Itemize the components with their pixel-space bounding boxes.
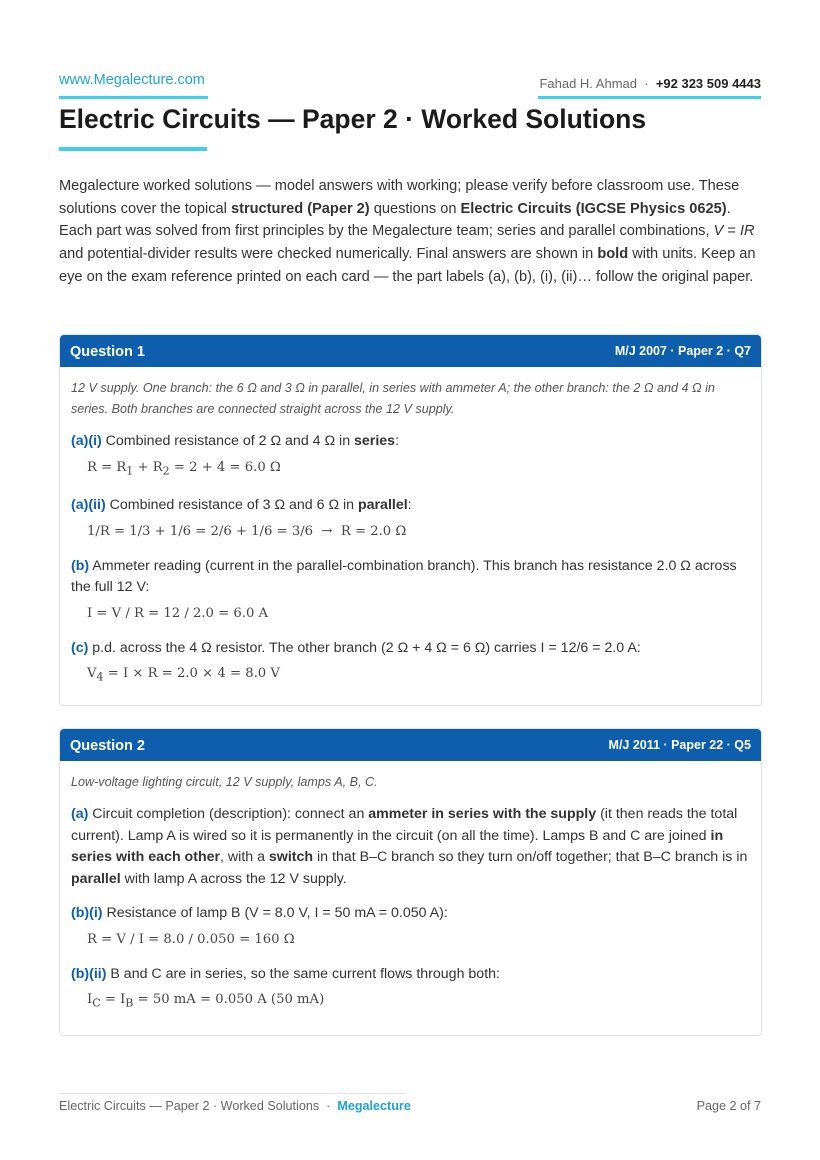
page-number: Page 2 of 7 xyxy=(696,1099,761,1113)
math-text: = I xyxy=(100,992,126,1007)
part-label: (a)(ii) xyxy=(71,497,106,514)
math-line: I = V / R = 12 / 2.0 = 6.0 A xyxy=(87,605,269,621)
intro-bold: structured (Paper 2) xyxy=(230,200,370,217)
math-sub: B xyxy=(125,996,134,1010)
question-title: Question 2 xyxy=(70,738,145,754)
math-text: V xyxy=(87,666,97,682)
intro-italic: V xyxy=(713,223,724,240)
exam-reference: M/J 2007 · Paper 2 · Q7 xyxy=(614,344,751,358)
math-text: = 2 + 4 = 6.0 Ω xyxy=(169,459,281,475)
part-text: Resistance of lamp B (V = 8.0 V, I = 50 mA = 0.050 A): xyxy=(102,905,448,921)
author-name: Fahad H. Ahmad xyxy=(539,76,637,91)
math-text: = I × R = 2.0 × 4 = 8.0 V xyxy=(103,666,280,682)
part-a-ii xyxy=(71,495,750,517)
part-bold: parallel xyxy=(357,497,408,514)
exam-reference: M/J 2011 · Paper 22 · Q5 xyxy=(608,738,751,752)
part-text: B and C are in series, so the same current flows through both: xyxy=(106,965,500,982)
math-text: I xyxy=(87,992,93,1007)
intro-text: with units. Keep an eye on the exam reference printed on each card — the part labels (a), (b), (i), (ii)… follow the original paper. xyxy=(59,246,756,285)
math-line xyxy=(87,458,750,482)
part-label: (c) xyxy=(71,639,89,656)
math-line: R = V / I = 8.0 / 0.050 = 160 Ω xyxy=(87,931,295,947)
part-bold: in series with each other xyxy=(71,827,724,865)
intro-text: . Each part was solved from first principles by the Megalecture team; series and parallel combinations, xyxy=(59,200,731,240)
site-link[interactable]: www.Megalecture.com xyxy=(59,72,205,88)
contact-underline xyxy=(538,96,761,99)
math-line xyxy=(87,990,750,1014)
part-label: (b) xyxy=(71,557,90,574)
contact-info xyxy=(539,76,761,91)
part-text: Ammeter reading (current in the parallel-combination branch). This branch has resistance 2.0 Ω across the full 12 V: xyxy=(71,557,737,596)
phone-number: +92 323 509 4443 xyxy=(655,76,761,91)
part-label: (b)(i) xyxy=(71,905,103,921)
intro-text: = xyxy=(723,223,740,240)
title-underline xyxy=(59,147,207,151)
intro-line1: Megalecture worked solutions — model answers with working; please verify before classroom use. xyxy=(59,178,695,194)
part-b-i xyxy=(71,903,750,925)
separator: · xyxy=(326,1099,331,1113)
math-line: 1/R = 1/3 + 1/6 = 2/6 + 1/6 = 3/6 → R = 2.0 Ω xyxy=(87,523,407,539)
math-line xyxy=(87,664,750,688)
intro-text: questions on xyxy=(369,200,461,217)
math-text: R = R xyxy=(87,459,127,475)
question-setup: Low-voltage lighting circuit, 12 V supply, lamps A, B, C. xyxy=(71,775,378,789)
math-sub: 4 xyxy=(96,670,104,684)
question-header xyxy=(60,335,761,367)
part-text: : xyxy=(395,433,400,449)
intro-bold: Electric Circuits (IGCSE Physics 0625) xyxy=(460,200,727,217)
question-card-1 xyxy=(59,334,762,706)
part-text: Combined resistance of 3 Ω and 6 Ω in xyxy=(105,497,358,514)
part-text: p.d. across the 4 Ω resistor. The other branch (2 Ω + 4 Ω = 6 Ω) carries I = 12/6 = 2.0 A: xyxy=(88,639,641,656)
footer-doc-info xyxy=(59,1099,411,1113)
site-underline xyxy=(59,96,208,99)
question-card-2 xyxy=(59,728,762,1036)
intro-text: and potential-divider results were checked numerically. Final answers are shown in xyxy=(59,246,598,263)
question-setup: 12 V supply. One branch: the 6 Ω and 3 Ω in parallel, in series with ammeter A; the other branch: the 2 Ω and 4 Ω in series. Both branches are connected straight across the 12 V supply. xyxy=(71,381,715,416)
part-bold: series xyxy=(354,433,396,449)
part-label: (a) xyxy=(71,806,89,822)
question-header xyxy=(60,729,761,761)
part-text: with lamp A across the 12 V supply. xyxy=(120,870,347,887)
math-text: = 50 mA = 0.050 A (50 mA) xyxy=(133,992,325,1007)
footer-doc-title: Electric Circuits — Paper 2 · Worked Solutions xyxy=(59,1099,320,1113)
part-label: (a)(i) xyxy=(71,433,102,449)
intro-bold: bold xyxy=(597,246,629,263)
part-b-ii xyxy=(71,964,750,986)
intro-paragraph xyxy=(59,175,764,289)
part-text: Combined resistance of 2 Ω and 4 Ω in xyxy=(101,433,355,449)
page-header xyxy=(59,70,761,100)
part-a xyxy=(71,804,750,890)
part-bold: parallel xyxy=(71,870,121,887)
part-a-i xyxy=(71,431,750,453)
part-b xyxy=(71,556,750,599)
separator: · xyxy=(644,76,649,91)
page-title: Electric Circuits — Paper 2 · Worked Solutions xyxy=(59,104,647,134)
part-text: : xyxy=(407,497,412,514)
part-bold: switch xyxy=(268,849,314,865)
math-text: + R xyxy=(133,459,163,475)
part-bold: ammeter in series with the supply xyxy=(368,806,597,822)
part-c xyxy=(71,638,750,660)
part-text: (it then reads the total current). Lamp A is wired so it is permanently in the circuit (on all the time). Lamps B and C are joined xyxy=(71,806,738,844)
math-sub: 2 xyxy=(162,464,170,478)
page-footer xyxy=(59,1093,761,1123)
footer-brand: Megalecture xyxy=(337,1099,411,1113)
part-text: in that B–C branch so they turn on/off together; that B–C branch is in xyxy=(313,849,748,865)
part-text: , with a xyxy=(220,849,269,865)
question-title: Question 1 xyxy=(70,344,145,360)
math-sub: C xyxy=(92,996,101,1010)
intro-italic: IR xyxy=(739,223,755,240)
footer-rule xyxy=(59,1093,406,1094)
math-sub: 1 xyxy=(126,464,134,478)
part-text: Circuit completion (description): connect an xyxy=(88,806,369,822)
intro-text: These solutions cover the topical xyxy=(59,178,740,217)
part-label: (b)(ii) xyxy=(71,965,107,982)
